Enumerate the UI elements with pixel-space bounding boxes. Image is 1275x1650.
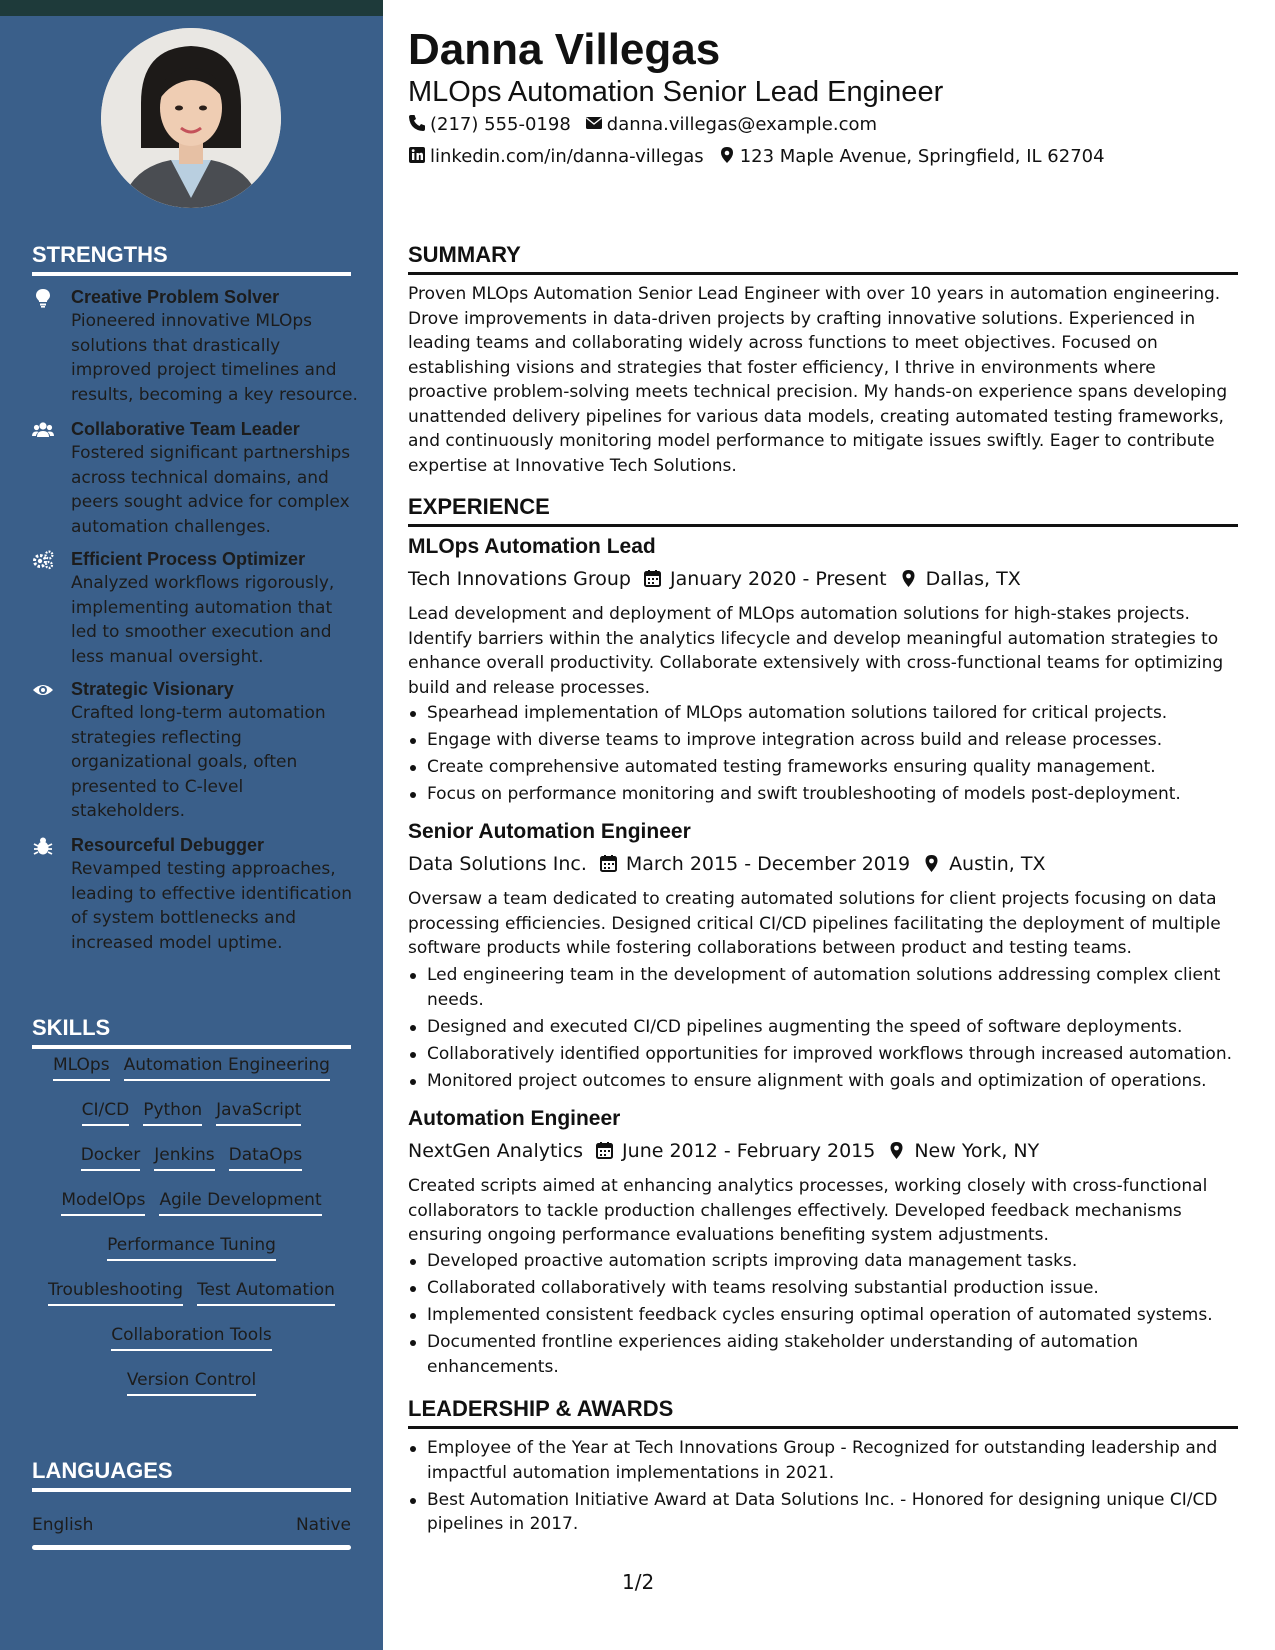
strength-title: Efficient Process Optimizer <box>71 549 306 569</box>
job-dates: June 2012 - February 2015 <box>622 1140 876 1162</box>
list-item: Employee of the Year at Tech Innovations Group - Recognized for outstanding leadership and impactful automation implementations in 2021. <box>408 1436 1238 1485</box>
list-item: Create comprehensive automated testing frameworks ensuring quality management. <box>408 755 1238 780</box>
skill-tag: Jenkins <box>154 1144 214 1171</box>
skill-tag: Version Control <box>127 1369 256 1396</box>
phone-icon <box>408 114 426 132</box>
list-item: Collaborated collaboratively with teams resolving substantial production issue. <box>408 1276 1238 1301</box>
candidate-title: MLOps Automation Senior Lead Engineer <box>408 76 944 108</box>
calendar-icon <box>595 1141 614 1160</box>
job-location: New York, NY <box>914 1140 1040 1162</box>
strength-description: Revamped testing approaches, leading to effective identification of system bottlenecks and increased model uptime. <box>71 859 353 953</box>
strength-title: Collaborative Team Leader <box>71 419 300 439</box>
location-pin-icon <box>899 569 918 588</box>
company-name: Data Solutions Inc. <box>408 853 587 875</box>
skill-tag: Performance Tuning <box>107 1234 276 1261</box>
skill-tag: JavaScript <box>216 1099 301 1126</box>
list-item: Designed and executed CI/CD pipelines augmenting the speed of software deployments. <box>408 1015 1238 1040</box>
skill-tag: Docker <box>81 1144 141 1171</box>
list-item: Collaboratively identified opportunities for improved workflows through increased automation. <box>408 1042 1238 1067</box>
job-title: MLOps Automation Lead <box>408 535 656 558</box>
top-accent-bar <box>0 0 383 16</box>
skill-row <box>32 1099 351 1144</box>
job-meta <box>408 1138 1039 1164</box>
list-item: Implemented consistent feedback cycles ensuring optimal operation of automated systems. <box>408 1303 1238 1328</box>
job-description: Oversaw a team dedicated to creating automated solutions for client projects focusing on data processing efficiencies. Designed critical CI/CD pipelines facilitating the deployment of multiple software products while fostering collaborations between product and testing teams. <box>408 889 1221 958</box>
job-dates: January 2020 - Present <box>669 568 887 590</box>
awards-list <box>408 1436 1238 1539</box>
page-number: 1/2 <box>622 1570 655 1594</box>
skill-row <box>32 1054 351 1099</box>
skill-tag: MLOps <box>53 1054 110 1081</box>
list-item: Documented frontline experiences aiding stakeholder understanding of automation enhancements. <box>408 1330 1238 1379</box>
skill-tag: Troubleshooting <box>48 1279 183 1306</box>
contact-row <box>408 113 877 137</box>
list-item: Monitored project outcomes to ensure alignment with goals and optimization of operations. <box>408 1069 1238 1094</box>
job-bullets <box>408 701 1238 809</box>
language-name: English <box>32 1515 94 1535</box>
language-proficiency-bar <box>32 1545 351 1550</box>
skill-row <box>32 1324 351 1369</box>
location-pin-icon <box>718 146 736 164</box>
skill-tag: ModelOps <box>61 1189 145 1216</box>
job-meta <box>408 566 1021 592</box>
skills-heading: SKILLS <box>32 1015 351 1049</box>
phone-number: (217) 555-0198 <box>430 114 571 135</box>
skill-row <box>32 1234 351 1279</box>
calendar-icon <box>643 569 662 588</box>
skill-tag: Automation Engineering <box>124 1054 330 1081</box>
job-dates: March 2015 - December 2019 <box>625 853 911 875</box>
skill-row <box>32 1279 351 1324</box>
experience-heading: EXPERIENCE <box>408 494 1238 527</box>
skill-tag: Collaboration Tools <box>111 1324 272 1351</box>
skill-tag: CI/CD <box>82 1099 130 1126</box>
job-title: Senior Automation Engineer <box>408 820 691 843</box>
list-item: Engage with diverse teams to improve integration across build and release processes. <box>408 728 1238 753</box>
job-location: Austin, TX <box>949 853 1046 875</box>
linkedin-link[interactable]: linkedin.com/in/danna-villegas <box>430 146 704 167</box>
company-name: NextGen Analytics <box>408 1140 584 1162</box>
job-description: Created scripts aimed at enhancing analytics processes, working closely with cross-functional collaborators to tackle production challenges effectively. Developed feedback mechanisms ensuring ongoing performance evaluations benefiting system adjustments. <box>408 1176 1208 1245</box>
skill-tag: Python <box>143 1099 202 1126</box>
job-description: Lead development and deployment of MLOps automation solutions for high-stakes projects. Identify barriers within the analytics lifecycle and develop meaningful automation strategies to enhance overall productivity. Collaborate extensively with cross-functional teams for optimizing build and release processes. <box>408 604 1224 698</box>
lightbulb-icon <box>32 288 54 308</box>
skill-tag: DataOps <box>229 1144 303 1171</box>
list-item: Led engineering team in the development of automation solutions addressing complex client needs. <box>408 963 1238 1012</box>
strength-item <box>32 547 362 669</box>
contact-row <box>408 145 1105 169</box>
languages-heading: LANGUAGES <box>32 1458 351 1492</box>
skill-tag: Agile Development <box>159 1189 321 1216</box>
calendar-icon <box>599 854 618 873</box>
company-name: Tech Innovations Group <box>408 568 631 590</box>
gears-icon <box>32 550 54 570</box>
skill-row <box>32 1144 351 1189</box>
job-location: Dallas, TX <box>925 568 1021 590</box>
list-item: Focus on performance monitoring and swift troubleshooting of models post-deployment. <box>408 782 1238 807</box>
strength-item <box>32 417 362 539</box>
users-icon <box>32 420 54 440</box>
strength-title: Strategic Visionary <box>71 679 234 699</box>
location-pin-icon <box>887 1141 906 1160</box>
skills-list <box>32 1054 351 1414</box>
list-item: Best Automation Initiative Award at Data Solutions Inc. - Honored for designing unique CI/CD pipelines in 2017. <box>408 1488 1238 1537</box>
bug-icon <box>32 836 54 856</box>
strength-item <box>32 677 362 824</box>
list-item: Developed proactive automation scripts improving data management tasks. <box>408 1249 1238 1274</box>
summary-heading: SUMMARY <box>408 242 1238 275</box>
job-bullets <box>408 963 1238 1096</box>
location-pin-icon <box>922 854 941 873</box>
profile-photo <box>101 28 281 208</box>
strength-item <box>32 833 362 955</box>
email-icon <box>585 114 603 132</box>
address: 123 Maple Avenue, Springfield, IL 62704 <box>739 146 1105 167</box>
job-meta <box>408 851 1045 877</box>
email-address[interactable]: danna.villegas@example.com <box>606 114 878 135</box>
candidate-name: Danna Villegas <box>408 25 721 74</box>
eye-icon <box>32 680 54 700</box>
job-bullets <box>408 1249 1238 1382</box>
list-item: Spearhead implementation of MLOps automation solutions tailored for critical projects. <box>408 701 1238 726</box>
strength-description: Pioneered innovative MLOps solutions that drastically improved project timelines and results, becoming a key resource. <box>71 311 358 405</box>
strength-description: Crafted long-term automation strategies reflecting organizational goals, often presented to C-level stakeholders. <box>71 703 326 821</box>
job-title: Automation Engineer <box>408 1107 621 1130</box>
strength-description: Fostered significant partnerships across technical domains, and peers sought advice for complex automation challenges. <box>71 443 351 537</box>
summary-text: Proven MLOps Automation Senior Lead Engineer with over 10 years in automation engineering. Drove improvements in data-driven projects by crafting innovative solutions. Experienced in leading teams and collaborating widely across functions to meet objectives. Focused on establishing visions and strategies that foster efficiency, I thrive in environments where proactive problem-solving meets technical precision. My hands-on experience spans developing unattended delivery pipelines for various data models, creating automated testing frameworks, and continuously monitoring model performance to mitigate issues swiftly. Eager to contribute expertise at Innovative Tech Solutions. <box>408 284 1228 476</box>
skill-row <box>32 1189 351 1234</box>
strength-title: Resourceful Debugger <box>71 835 265 855</box>
strengths-heading: STRENGTHS <box>32 242 351 276</box>
strength-title: Creative Problem Solver <box>71 287 280 307</box>
awards-heading: LEADERSHIP & AWARDS <box>408 1396 1238 1429</box>
strength-item <box>32 285 362 407</box>
skill-row <box>32 1369 351 1414</box>
language-level: Native <box>295 1515 351 1535</box>
strength-description: Analyzed workflows rigorously, implementing automation that led to smoother execution and less manual oversight. <box>71 573 335 667</box>
linkedin-icon <box>408 146 426 164</box>
skill-tag: Test Automation <box>197 1279 335 1306</box>
